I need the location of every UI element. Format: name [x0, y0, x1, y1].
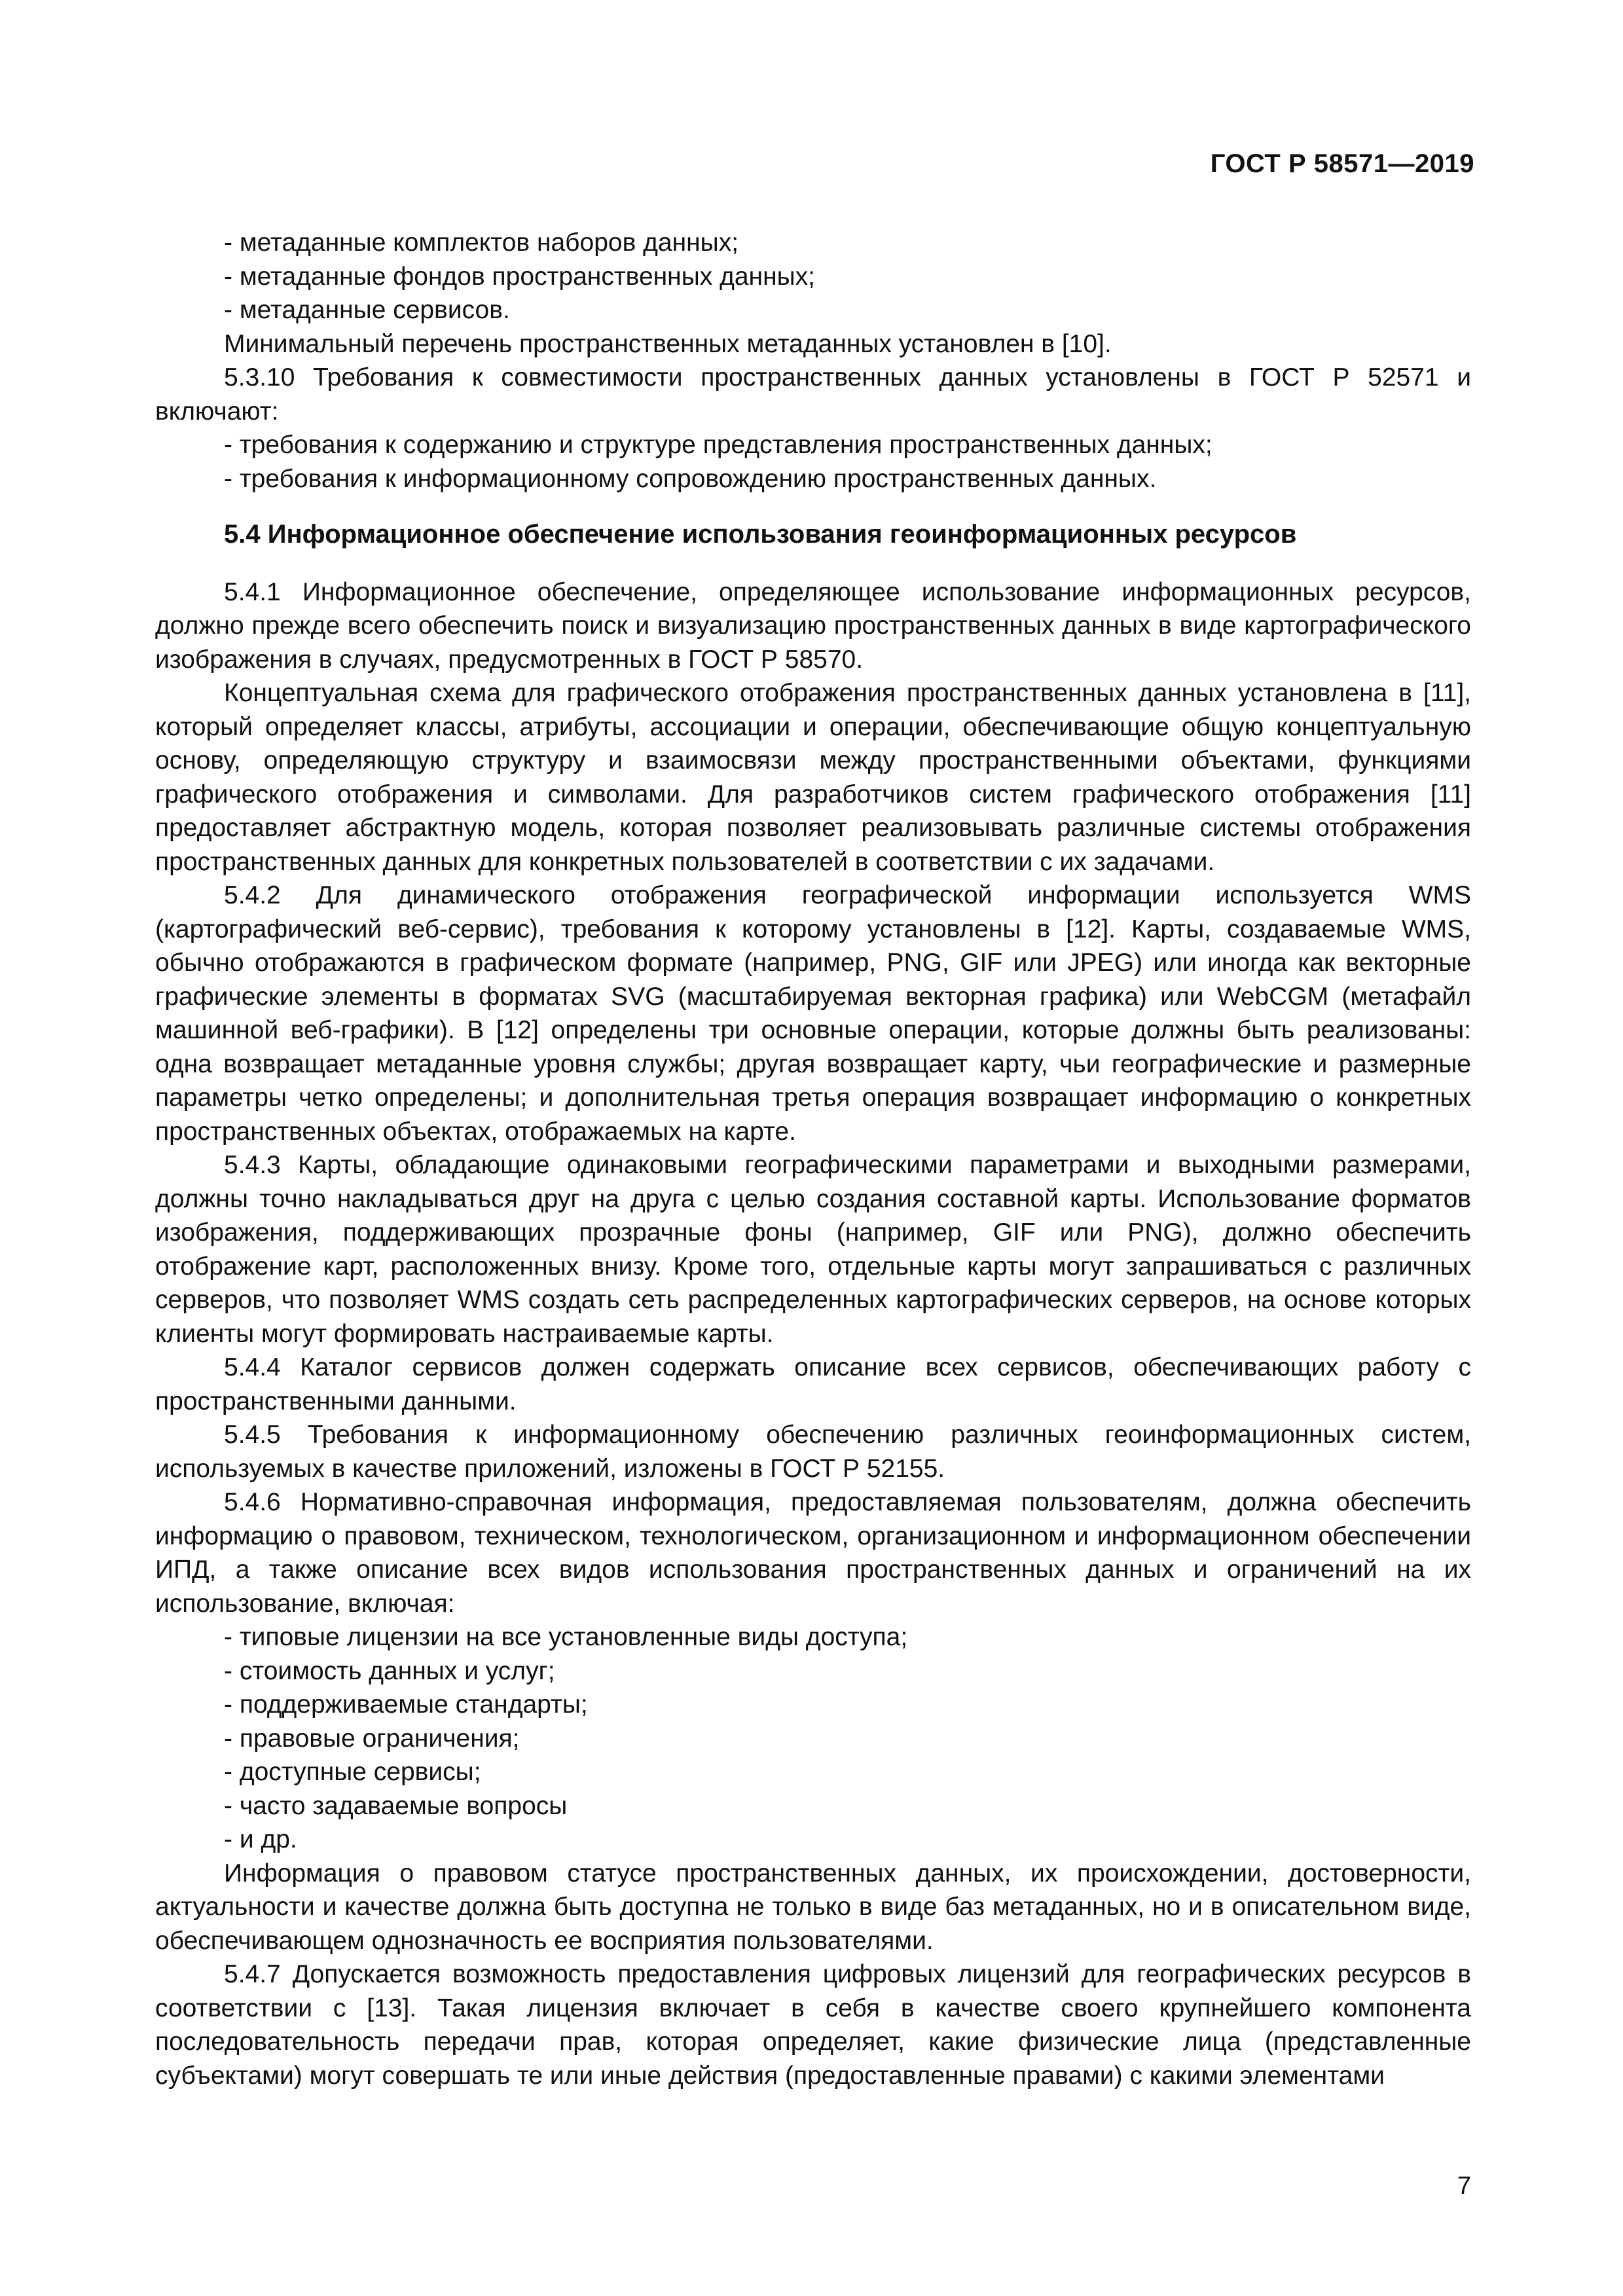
- list-item: - правовые ограничения;: [224, 1724, 520, 1753]
- paragraph: Информация о правовом статусе пространственных данных, их происхождении, достоверности, актуальности и качестве должна быть доступна не только в виде баз метаданных, но и в описательном виде, обеспечивающем однозначность ее восприятия пользователями.: [155, 1859, 1471, 1955]
- list-item: - метаданные фондов пространственных данных;: [224, 262, 815, 291]
- list-item: - метаданные сервисов.: [224, 296, 510, 324]
- list-item: - метаданные комплектов наборов данных;: [224, 228, 739, 257]
- paragraph: 5.3.10 Требования к совместимости пространственных данных установлены в ГОСТ Р 52571 и включают:: [155, 363, 1471, 426]
- paragraph: 5.4.2 Для динамического отображения географической информации используется WMS (картографический веб-сервис), требования к которому установлены в [12]. Карты, создаваемые WMS, обычно отображаются в графическом формате (например, PNG, GIF или JPEG) или иногда как векторные графические элементы в форматах SVG (масштабируемая векторная графика) или WebCGM (метафайл машинной веб-графики). В [12] определены три основные операции, которые должны быть реализованы: одна возвращает метаданные уровня службы; другая возвращает карту, чьи географические и размерные параметры четко определены; и дополнительная третья операция возвращает информацию о конкретных пространственных объектах, отображаемых на карте.: [155, 881, 1471, 1146]
- paragraph: Минимальный перечень пространственных метаданных установлен в [10].: [224, 329, 1112, 358]
- paragraph: Концептуальная схема для графического отображения пространственных данных установлена в [11], который определяет классы, атрибуты, ассоциации и операции, обеспечивающие общую концептуальную основу, определяющую структуру и взаимосвязи между пространственными объектами, функциями графического отображения и символами. Для разработчиков систем графического отображения [11] предоставляет абстрактную модель, которая позволяет реализовывать различные системы отображения пространственных данных для конкретных пользователей в соответствии с их задачами.: [155, 679, 1471, 876]
- section-heading: 5.4 Информационное обеспечение использования геоинформационных ресурсов: [224, 520, 1297, 549]
- paragraph: 5.4.5 Требования к информационному обеспечению различных геоинформационных систем, используемых в качестве приложений, изложены в ГОСТ Р 52155.: [155, 1421, 1471, 1483]
- list-item: - и др.: [224, 1825, 297, 1853]
- list-item: - требования к информационному сопровождению пространственных данных.: [224, 464, 1157, 493]
- list-item: - типовые лицензии на все установленные виды доступа;: [224, 1623, 908, 1651]
- paragraph: 5.4.4 Каталог сервисов должен содержать описание всех сервисов, обеспечивающих работу с пространственными данными.: [155, 1353, 1471, 1415]
- document-body: [155, 226, 1471, 2092]
- paragraph: 5.4.7 Допускается возможность предоставления цифровых лицензий для географических ресурсов в соответствии с [13]. Такая лицензия включает в себя в качестве своего крупнейшего компонента последовательность передачи прав, которая определяет, какие физические лица (представленные субъектами) могут совершать те или иные действия (предоставленные правами) с какими элементами: [155, 1960, 1471, 2090]
- list-item: - требования к содержанию и структуре представления пространственных данных;: [224, 431, 1213, 459]
- document-code-header: ГОСТ Р 58571—2019: [1210, 149, 1474, 178]
- list-item: - часто задаваемые вопросы: [224, 1791, 568, 1820]
- paragraph: 5.4.3 Карты, обладающие одинаковыми географическими параметрами и выходными размерами, должны точно накладываться друг на друга с целью создания составной карты. Использование форматов изображения, поддерживающих прозрачные фоны (например, GIF или PNG), должно обеспечить отображение карт, расположенных внизу. Кроме того, отдельные карты могут запрашиваться с различных серверов, что позволяет WMS создать сеть распределенных картографических серверов, на основе которых клиенты могут формировать настраиваемые карты.: [155, 1151, 1471, 1348]
- list-item: - доступные сервисы;: [224, 1758, 481, 1786]
- paragraph: 5.4.6 Нормативно-справочная информация, предоставляемая пользователям, должна обеспечить информацию о правовом, техническом, технологическом, организационном и информационном обеспечении ИПД, а также описание всех видов использования пространственных данных и ограничений на их использование, включая:: [155, 1488, 1471, 1618]
- list-item: - стоимость данных и услуг;: [224, 1656, 555, 1685]
- list-item: - поддерживаемые стандарты;: [224, 1690, 588, 1719]
- page-number: 7: [1457, 2172, 1471, 2200]
- paragraph: 5.4.1 Информационное обеспечение, определяющее использование информационных ресурсов, должно прежде всего обеспечить поиск и визуализацию пространственных данных в виде картографического изображения в случаях, предусмотренных в ГОСТ Р 58570.: [155, 577, 1471, 674]
